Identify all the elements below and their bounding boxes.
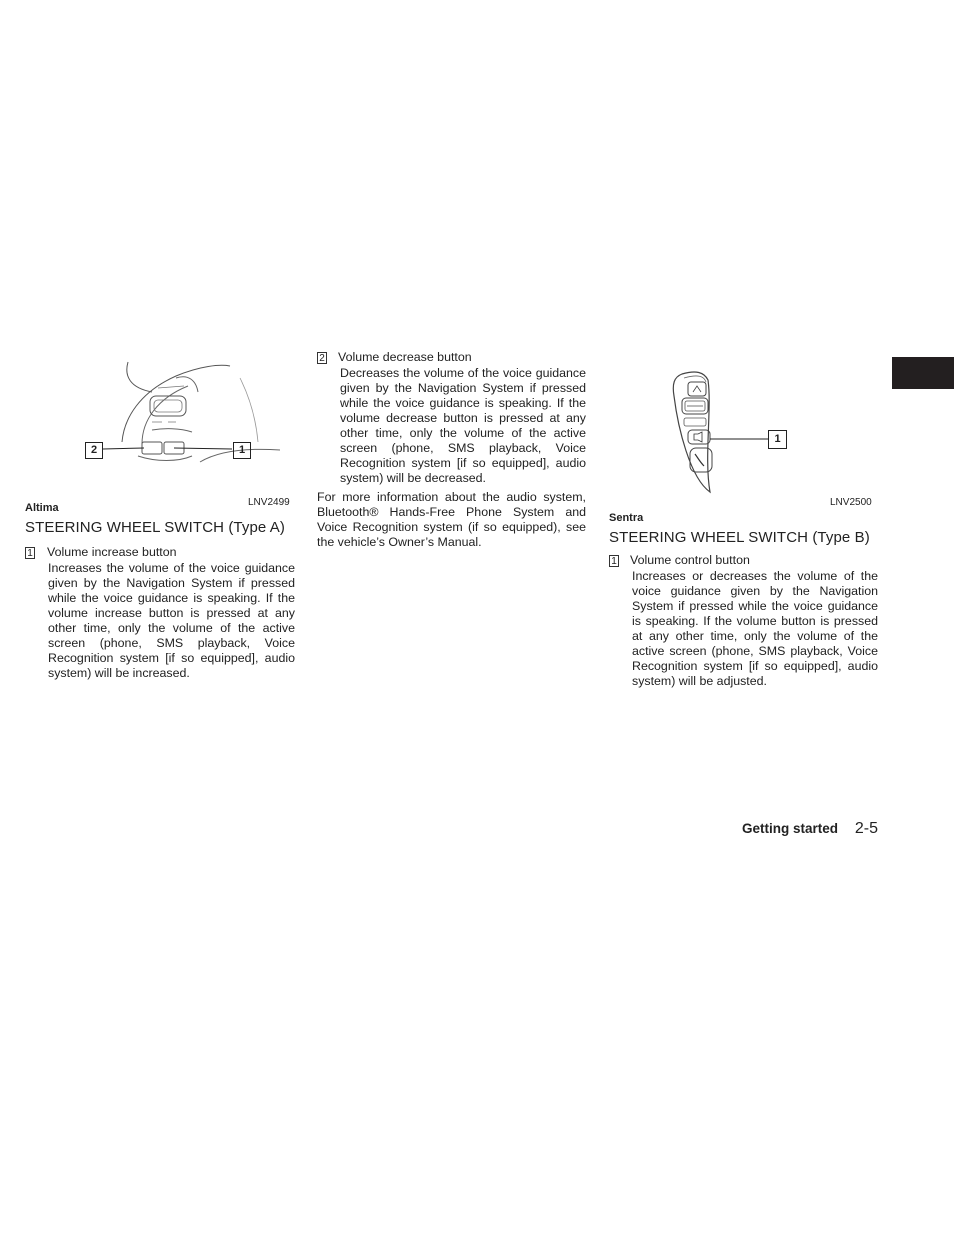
item-description: Increases the volume of the voice guidance given by the Navigation System if pressed while the voice guidance is speaking. If the volume increase button is pressed at any other time, only the volume of the active screen (phone, SMS playback, Voice Recognition system [if so equipped], audio system) will be increased. [48,561,295,680]
item-label: Volume decrease button [338,350,472,364]
item-label: Volume control button [630,553,750,567]
callout-1-type-b: 1 [768,430,787,449]
item-label: Volume increase button [47,545,177,559]
page-footer [700,820,878,838]
heading-type-b: STEERING WHEEL SWITCH (Type B) [609,529,870,546]
heading-type-a: STEERING WHEEL SWITCH (Type A) [25,519,285,536]
item-description: Increases or decreases the volume of the voice guidance given by the Navigation System if pressed while the voice guidance is speaking. If the volume button is pressed at any other time, only the volume of the active screen (phone, SMS playback, Voice Recognition system [if so equipped], audio system) will be adjusted. [632,569,878,688]
altima-switch-illustration [80,358,280,478]
item-description: Decreases the volume of the voice guidance given by the Navigation System if pressed while the voice guidance is speaking. If the volume decrease button is pressed at any other time, only the volume of the active screen (phone, SMS playback, Voice Recognition system [if so equipped], audio system) will be decreased. [340,366,586,485]
figure-code-lnv2499: LNV2499 [248,497,290,508]
figure-caption-altima: Altima [25,502,59,514]
chapter-tab [892,357,954,389]
item-number: 1 [609,555,619,567]
item-number: 1 [25,547,35,559]
item-volume-control [609,553,878,689]
item-number: 2 [317,352,327,364]
item-volume-decrease [317,350,586,486]
item-volume-increase [25,545,295,681]
figure-code-lnv2500: LNV2500 [830,497,872,508]
figure-caption-sentra: Sentra [609,512,644,524]
callout-1: 1 [233,442,251,459]
footer-page-number: 2-5 [854,820,878,837]
footer-section-title: Getting started [741,821,838,836]
sentra-switch-illustration [660,368,790,498]
more-information-paragraph: For more information about the audio system, Bluetooth® Hands-Free Phone System and Voice Recognition system (if so equipped), see the vehicle’s Owner’s Manual. [317,490,586,549]
callout-2: 2 [85,442,103,459]
steering-wheel-type-a-drawing [80,358,280,478]
